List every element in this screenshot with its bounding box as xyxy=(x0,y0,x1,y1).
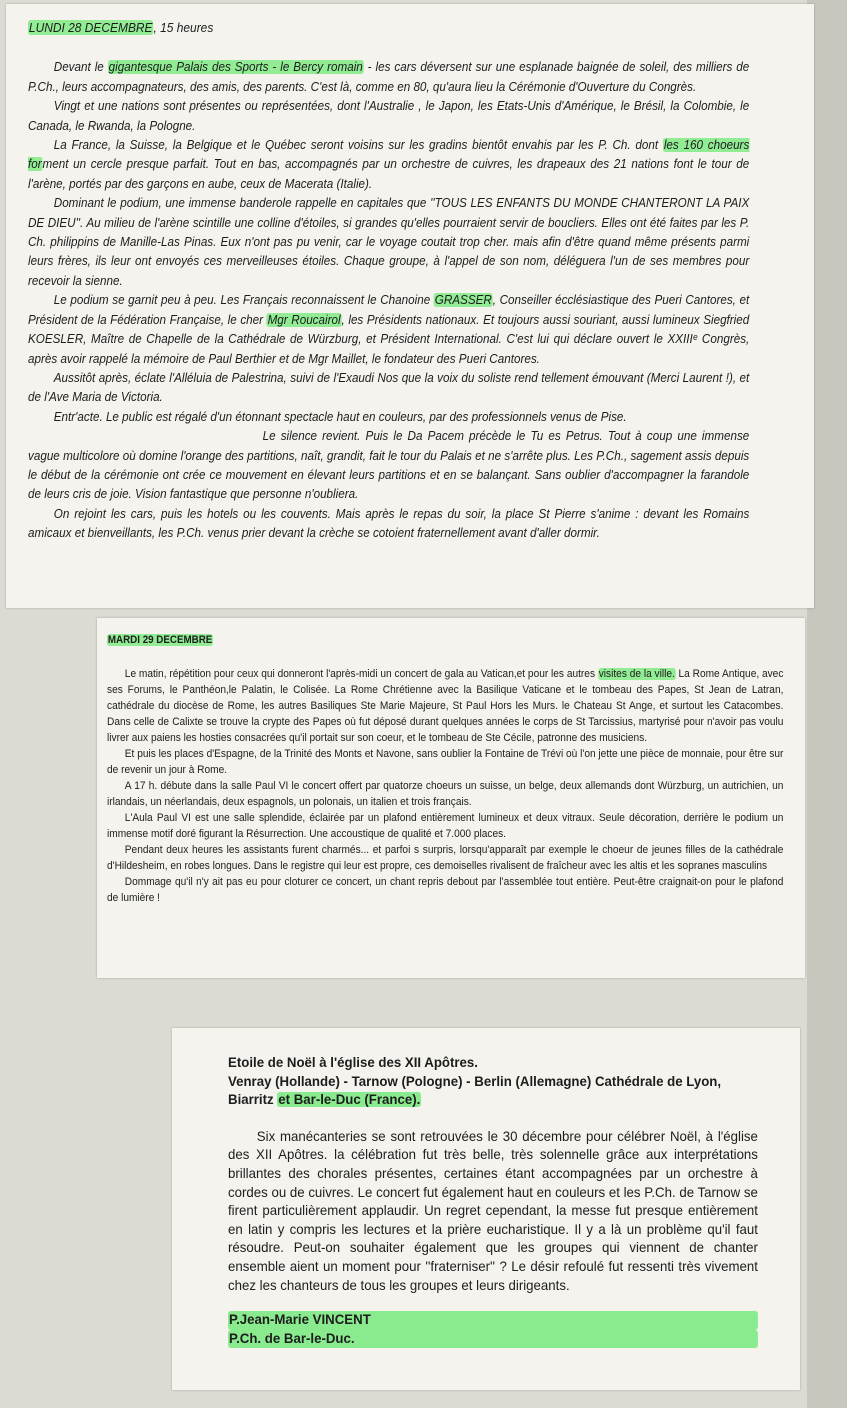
clipping-text-block xyxy=(28,18,749,544)
paragraph: L'Aula Paul VI est une salle splendide, éclairée par un plafond entièrement lumineux et deux vitraux. Seule décoration, derrière le podium un immense motif doré figurant la Résurrection. Une accoustique de qualité et 7.000 places. xyxy=(107,812,784,840)
highlight: les 160 choeurs for xyxy=(28,138,750,172)
highlight: gigantesque Palais des Sports - le Bercy romain xyxy=(108,60,363,75)
clipping-text-block xyxy=(107,632,783,906)
paragraph: Devant le gigantesque Palais des Sports - le Bercy romain - les cars déversent sur une esplanade baignée de soleil, des milliers de P.Ch., leurs accompagnateurs, des amis, des parents. C'est là, comme en 80, qu'aura lieu la Cérémonie d'Ouverture du Congrès. xyxy=(28,60,750,94)
article-headline xyxy=(228,1054,758,1110)
paragraph: Dommage qu'il n'y ait pas eu pour cloturer ce concert, un chant repris debout par l'assemblée tout entière. Peut-être craignait-on pour le plafond de lumière ! xyxy=(107,876,784,904)
article-clipping-monday xyxy=(6,4,814,608)
paragraph: Le silence revient. Puis le Da Pacem précède le Tu es Petrus. Tout à coup une immense vague multicolore où domine l'orange des partitions, naît, grandit, fait le tour du Palais et ne s'arrête plus. Les P.Ch., sagement assis depuis le début de la cérémonie ont crée ce mouvement en élevant leurs partitions et en se balançant. Sans oublier d'accompagner la farandole de leurs cris de joie. Vision fantastique que personne n'oubliera. xyxy=(28,429,750,502)
paragraph: Six manécanteries se sont retrouvées le 30 décembre pour célébrer Noël, à l'église des XII Apôtres. la célébration fut très belle, très solennelle grâce aux interprétations brillantes des chorales présentes, certaines étant accompagnées par un orchestre à cordes ou de cuivres. Le concert fut également haut en couleurs et les P.Ch. de Tarnow se firent particulièrement applaudir. Un regret cependant, la messe fut presque entièrement en latin y compris les lectures et la prière eucharistique. Il y a là un problème qu'il faut résoudre. Peut-on souhaiter également que les groupes qui viennent de chanter ensemble aient un moment pour ''fraterniser'' ? Le désir refoulé fut ressenti très vivement chez les chanteurs de tous les groupes et leurs dirigeants. xyxy=(228,1128,758,1293)
paragraph: La France, la Suisse, la Belgique et le Québec seront voisins sur les gradins bientôt envahis par les P. Ch. dont les 160 choeurs forment un cercle presque parfait. Tout en bas, accompagnés par un orchestre de cuivres, les drapeaux des 21 nations font le tour de l'arène, portés par des garçons en aube, ceux de Macerata (Italie). xyxy=(28,138,750,191)
date-time: , 15 heures xyxy=(153,20,214,35)
paragraph: Pendant deux heures les assistants furent charmés... et parfoi s surpris, lorsqu'apparaît par exemple le choeur de jeunes filles de la cathédrale d'Hildesheim, en robes longues. Dans le registre qui leur est propre, ces demoiselles rivalisent de fraîcheur avec les altis et les sopranes masculins xyxy=(107,844,784,872)
highlight: et Bar-le-Duc (France). xyxy=(278,1092,421,1108)
paragraph: Le matin, répétition pour ceux qui donneront l'après-midi un concert de gala au Vatican,et pour les autres visites de la ville. La Rome Antique, avec ses Forums, le Panthéon,le Palatin, le Colisée. La Rome Chrétienne avec la Basilique Vaticane et le tombeau des Papes, St Jean de Latran, cathédrale du diocèse de Rome, les autres Basiliques Ste Marie Majeure, St Paul Hors les Murs. le Chateau St Ange, et surtout les Catacombes. Dans celle de Calixte se trouve la crypte des Papes où fut déposé durant quelques années le corps de St Tarcissius, martyrisé pour n'avoir pas voulu livrer aux paiens les hosties consacrées qu'il portait sur son coeur, et le tombeau de Ste Cécile, patronne des musiciens. xyxy=(107,668,784,744)
paragraph: On rejoint les cars, puis les hotels ou les couvents. Mais après le repas du soir, la place St Pierre s'anime : devant les Romains amicaux et bienveillants, les P.Ch. venus prier devant la crèche se cotoient fraternellement avant d'aller dormir. xyxy=(28,506,750,541)
article-clipping-christmas-star xyxy=(172,1028,800,1390)
date-heading xyxy=(107,632,783,648)
paragraph: Aussitôt après, éclate l'Alléluia de Palestrina, suivi de l'Exaudi Nos que la voix du soliste rend tellement émouvant (Merci Laurent !), et de l'Ave Maria de Victoria. xyxy=(28,370,750,405)
signature-group: P.Ch. de Bar-le-Duc. xyxy=(228,1330,758,1349)
article-clipping-tuesday xyxy=(97,618,805,978)
paragraph: Vingt et une nations sont présentes ou représentées, dont l'Australie , le Japon, les Etats-Unis d'Amérique, le Brésil, la Colombie, le Canada, le Rwanda, la Pologne. xyxy=(28,99,750,133)
paragraph: Et puis les places d'Espagne, de la Trinité des Monts et Navone, sans oublier la Fontaine de Trévi où l'on jette une pièce de monnaie, pour être sur de revenir un jour à Rome. xyxy=(107,748,784,776)
highlight: GRASSER xyxy=(434,293,492,308)
paragraph: Dominant le podium, une immense banderole rappelle en capitales que ''TOUS LES ENFANTS DU MONDE CHANTERONT LA PAIX DE DIEU''. Au milieu de l'arène scintille une colline d'étoiles, si grandes qu'elles pourraient servir de boucliers. Elles ont été faites par les P. Ch. philippins de Manille-Las Pinas. Eux n'ont pas pu venir, car le voyage coutait trop cher. mais afin d'être quand même présents parmi leurs frères, ils leur ont envoyés ces merveilleuses étoiles. Chaque groupe, à l'appel de son nom, déléguera l'un de ses membres pour recevoir la sienne. xyxy=(28,196,750,288)
date-heading xyxy=(28,18,749,37)
highlight: Mgr Roucairol xyxy=(267,312,341,327)
signature xyxy=(228,1311,758,1348)
paragraph: A 17 h. débute dans la salle Paul VI le concert offert par quatorze choeurs un suisse, un belge, deux allemands dont Würzburg, un autrichien, un irlandais, un néerlandais, deux espagnols, un polonais, un italien et trois français. xyxy=(107,780,784,808)
highlighted-date: MARDI 29 DECEMBRE xyxy=(107,634,213,646)
paragraph: Entr'acte. Le public est régalé d'un étonnant spectacle haut en couleurs, par des professionnels venus de Pise. xyxy=(53,409,627,424)
clipping-text-block xyxy=(228,1054,758,1348)
headline-line: Etoile de Noël à l'église des XII Apôtres. xyxy=(228,1055,478,1070)
highlighted-date: LUNDI 28 DECEMBRE xyxy=(28,20,153,35)
signature-name: P.Jean-Marie VINCENT xyxy=(228,1311,758,1330)
headline-line: Venray (Hollande) - Tarnow (Pologne) - Berlin (Allemagne) Cathédrale de Lyon, Biarritz et Bar-le-Duc (France). xyxy=(228,1073,722,1108)
paragraph: Le podium se garnit peu à peu. Les Français reconnaissent le Chanoine GRASSER, Conseiller écclésiastique des Pueri Cantores, et Président de la Fédération Française, le cher Mgr Roucairol, les Présidents nationaux. Et toujours aussi souriant, aussi lumineux Siegfried KOESLER, Maître de Chapelle de la Cathédrale de Würzburg, et Président International. C'est lui qui déclare ouvert le XXIIIᵉ Congrès, après avoir rappelé la mémoire de Paul Berthier et de Mgr Maillet, le fondateur des Pueri Cantores. xyxy=(28,293,750,366)
highlight: visites de la ville. xyxy=(598,668,675,680)
